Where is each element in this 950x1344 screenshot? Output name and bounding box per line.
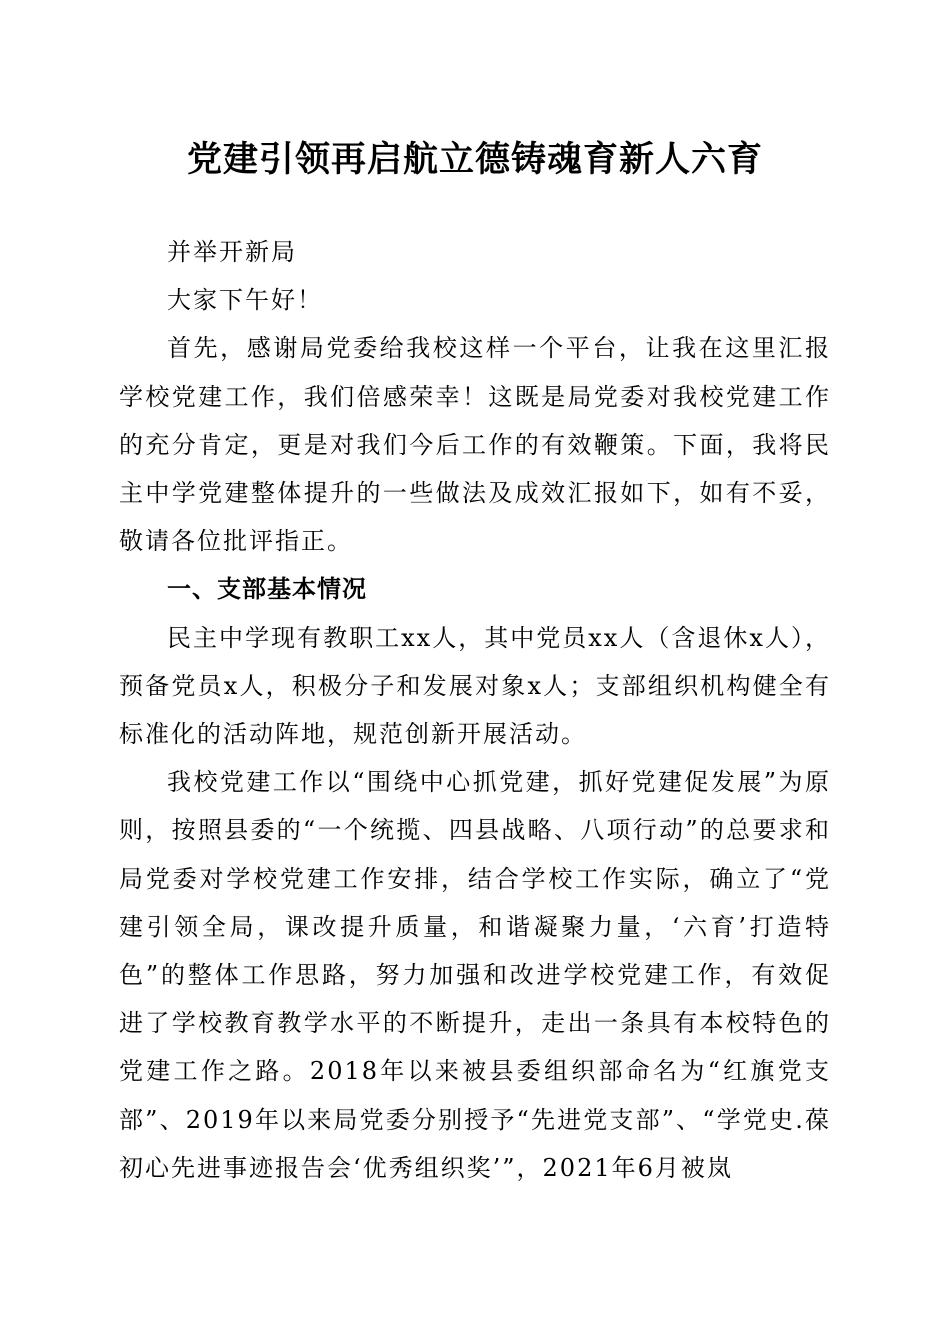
document-title: 党建引领再启航立德铸魂育新人六育 xyxy=(186,139,763,180)
paragraph-subtitle-continuation: 并举开新局 xyxy=(167,238,297,266)
paragraph-greeting: 大家下午好！ xyxy=(167,286,323,315)
document-body xyxy=(119,228,831,1192)
paragraph-branch-stats: 民主中学现有教职工xx人，其中党员xx人（含退休x人），预备党员x人，积极分子和发展对象x人；支部组织机构健全有标准化的活动阵地，规范创新开展活动。 xyxy=(119,623,831,749)
section-heading-branch-overview: 一、支部基本情况 xyxy=(167,575,367,604)
paragraph-opening: 首先，感谢局党委给我校这样一个平台，让我在这里汇报学校党建工作，我们倍感荣幸！这既是局党委对我校党建工作的充分肯定，更是对我们今后工作的有效鞭策。下面，我将民主中学党建整体提升的一些做法及成效汇报如下，如有不妥，敬请各位批评指正。 xyxy=(119,334,831,556)
paragraph-party-work: 我校党建工作以“围绕中心抓党建，抓好党建促发展”为原则，按照县委的“一个统揽、四县战略、八项行动”的总要求和局党委对学校党建工作安排，结合学校工作实际，确立了“党建引领全局，课改提升质量，和谐凝聚力量，‘六育’打造特色”的整体工作思路，努力加强和改进学校党建工作，有效促进了学校教育教学水平的不断提升，走出一条具有本校特色的党建工作之路。2018年以来被县委组织部命名为“红旗党支部”、2019年以来局党委分别授予“先进党支部”、“学党史.葆初心先进事迹报告会‘优秀组织奖’”，2021年6月被岚 xyxy=(119,768,831,1182)
